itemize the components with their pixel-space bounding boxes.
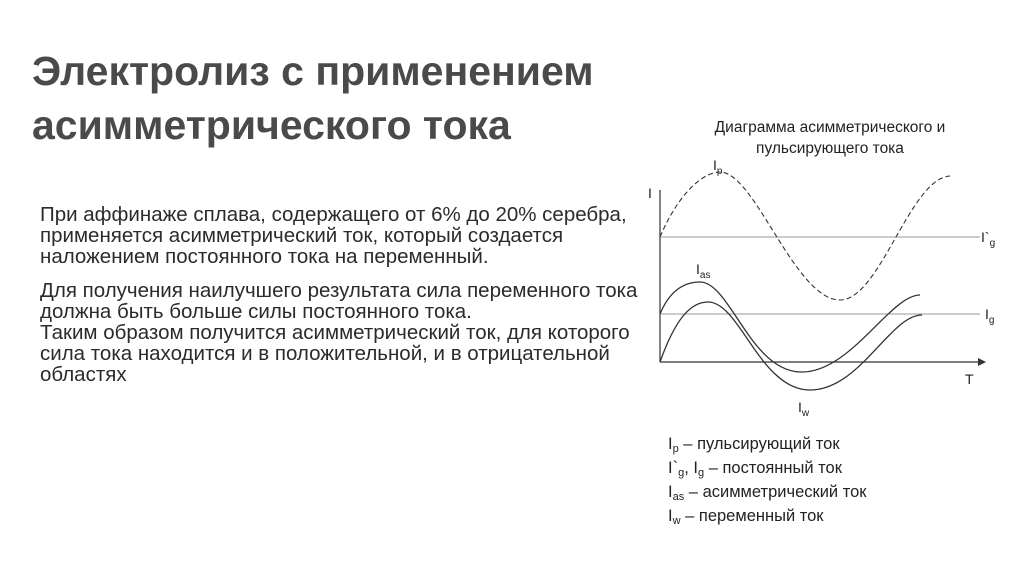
x-axis-arrow: [978, 358, 986, 366]
legend-row-alternating: $I_w$ – переменный ток: [668, 507, 824, 527]
alternating-current-curve: [660, 302, 922, 390]
current-diagram: [620, 150, 1020, 430]
label-ig: $I_g$: [985, 306, 995, 326]
asymmetric-current-curve: [660, 282, 920, 372]
x-axis-label: T: [965, 371, 974, 387]
paragraph-2-line-1: Для получения наилучшего результата сила переменного тока должна быть больше силы постоянного тока.: [40, 279, 638, 323]
page-title: Электролиз с применением асимметрического тока: [32, 48, 594, 148]
legend-row-constant: $I`_g$, $I_g$ – постоянный ток: [668, 459, 842, 479]
label-iw: $I_w$: [798, 399, 810, 419]
paragraph-2-line-2: Таким образом получится асимметрический ток, для которого сила тока находится и в положительной, и в отрицательной областях: [40, 321, 630, 386]
body-text: [40, 204, 640, 385]
label-ip: $I_p$: [713, 157, 723, 177]
diagram-title: Диаграмма асимметрического и пульсирующего тока: [714, 119, 946, 157]
label-ig-prime: $I`_g$: [981, 229, 996, 249]
legend-row-pulsating: $I_p$ – пульсирующий ток: [668, 435, 840, 455]
label-ias: $I_{as}$: [696, 261, 711, 281]
legend-row-asymmetric: $I_{as}$ – асимметрический ток: [668, 483, 867, 503]
paragraph-1: При аффинаже сплава, содержащего от 6% до 20% серебра, применяется асимметрический ток, который создается наложением постоянного тока на переменный.: [40, 203, 627, 268]
legend: [668, 432, 1008, 528]
y-axis-label: I: [648, 185, 652, 201]
